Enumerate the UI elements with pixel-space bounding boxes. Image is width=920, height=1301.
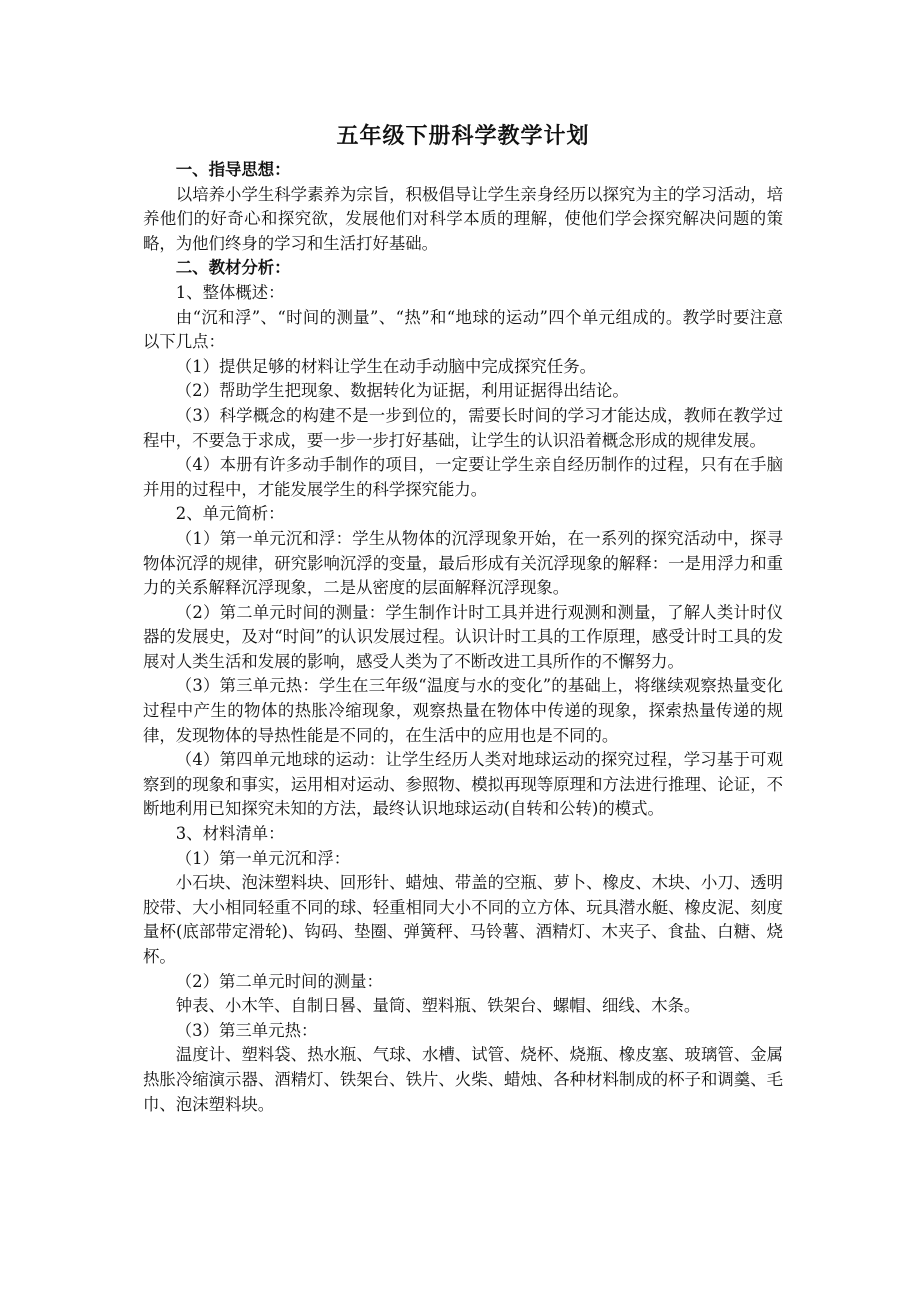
paragraph-unit-3: （3）第三单元热：学生在三年级“温度与水的变化”的基础上，将继续观察热量变化过程中产生的物体的热胀冷缩现象，观察热量在物体中传递的现象，探索热量传递的规律，发现物体的导热性能是不同的，在生活中的应用也是不同的。	[143, 676, 783, 745]
list-item-point-2: （2）帮助学生把现象、数据转化为证据，利用证据得出结论。	[175, 381, 629, 401]
subheading-overview: 1、整体概述：	[175, 282, 285, 302]
subheading-unit-analysis: 2、单元简析：	[175, 504, 285, 524]
materials-unit-2-heading: （2）第二单元时间的测量：	[175, 971, 383, 991]
paragraph-overview: 由“沉和浮”、“时间的测量”、“热”和“地球的运动”四个单元组成的。教学时要注意以下几点：	[143, 307, 783, 352]
list-item-point-1: （1）提供足够的材料让学生在动手动脑中完成探究任务。	[175, 356, 596, 376]
subheading-materials: 3、材料清单：	[175, 824, 285, 844]
materials-unit-1-list: 小石块、泡沫塑料块、回形针、蜡烛、带盖的空瓶、萝卜、橡皮、木块、小刀、透明胶带、大小相同轻重不同的球、轻重相同大小不同的立方体、玩具潜水艇、橡皮泥、刻度量杯(底部带定滑轮)、钩码、垫圈、弹簧秤、马铃薯、酒精灯、木夹子、食盐、白糖、烧杯。	[143, 873, 783, 966]
list-item-point-4: （4）本册有许多动手制作的项目，一定要让学生亲自经历制作的过程，只有在手脑并用的过程中，才能发展学生的科学探究能力。	[143, 455, 783, 499]
materials-unit-3-heading: （3）第三单元热：	[175, 1020, 318, 1040]
materials-unit-3-list: 温度计、塑料袋、热水瓶、气球、水槽、试管、烧杯、烧瓶、橡皮塞、玻璃管、金属热胀冷缩演示器、酒精灯、铁架台、铁片、火柴、蜡烛、各种材料制成的杯子和调羹、毛巾、泡沫塑料块。	[143, 1045, 783, 1114]
materials-unit-1-heading: （1）第一单元沉和浮：	[175, 848, 351, 868]
section-heading-textbook-analysis: 二、教材分析：	[175, 258, 291, 278]
list-item-point-3: （3）科学概念的构建不是一步到位的，需要长时间的学习才能达成，教师在教学过程中，不要急于求成，要一步一步打好基础，让学生的认识沿着概念形成的规律发展。	[143, 405, 783, 450]
document-title: 五年级下册科学教学计划	[336, 123, 590, 149]
paragraph-unit-4: （4）第四单元地球的运动：让学生经历人类对地球运动的探究过程，学习基于可观察到的现象和事实，运用相对运动、参照物、模拟再现等原理和方法进行推理、论证，不断地利用已知探究未知的方法，最终认识地球运动(自转和公转)的模式。	[143, 750, 783, 819]
paragraph-unit-2: （2）第二单元时间的测量：学生制作计时工具并进行观测和测量，了解人类计时仪器的发展史，及对“时间”的认识发展过程。认识计时工具的工作原理，感受计时工具的发展对人类生活和发展的影响，感受人类为了不断改进工具所作的不懈努力。	[143, 602, 783, 671]
section-heading-guiding-ideology: 一、指导思想：	[175, 160, 291, 179]
materials-unit-2-list: 钟表、小木竿、自制日晷、量筒、塑料瓶、铁架台、螺帽、细线、木条。	[175, 996, 701, 1016]
paragraph-unit-1: （1）第一单元沉和浮：学生从物体的沉浮现象开始，在一系列的探究活动中，探寻物体沉浮的规律，研究影响沉浮的变量，最后形成有关沉浮现象的解释：一是用浮力和重力的关系解释沉浮现象，二是从密度的层面解释沉浮现象。	[143, 528, 783, 598]
document-page	[143, 118, 783, 1117]
paragraph-guiding-ideology: 以培养小学生科学素养为宗旨，积极倡导让学生亲身经历以探究为主的学习活动，培养他们的好奇心和探究欲，发展他们对科学本质的理解，使他们学会探究解决问题的策略，为他们终身的学习和生活打好基础。	[143, 184, 783, 253]
